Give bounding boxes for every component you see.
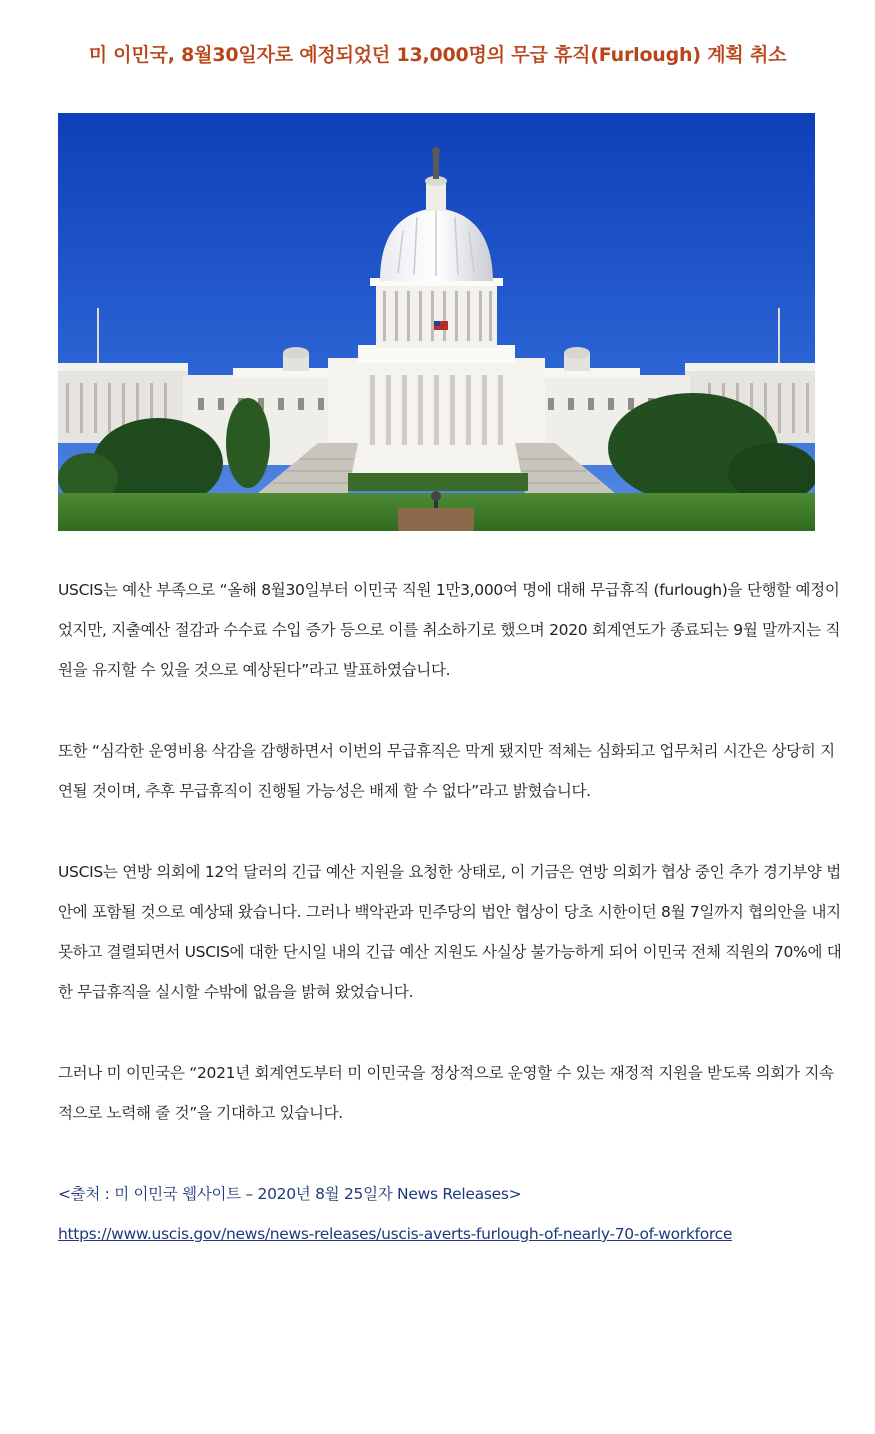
source-url-link[interactable]: https://www.uscis.gov/news/news-releases/uscis-averts-furlough-of-nearly-70-of-workforce	[58, 1225, 733, 1243]
paragraph-3: USCIS는 연방 의회에 12억 달러의 긴급 예산 지원을 요청한 상태로, 이 기금은 연방 의회가 협상 중인 추가 경기부양 법안에 포함될 것으로 예상돼 왔습니다. 그러나 백악관과 민주당의 법안 협상이 당초 시한이던 8월 7일까지 협의안을 내지 못하고 결렬되면서 USCIS에 대한 단시일 내의 긴급 예산 지원도 사실상 불가능하게 되어 이민국 전체 직원의 70%에 대한 무급휴직을 실시할 수밖에 없음을 밝혀 왔었습니다.	[58, 863, 842, 1001]
paragraph-2: 또한 “심각한 운영비용 삭감을 감행하면서 이번의 무급휴직은 막게 됐지만 적체는 심화되고 업무처리 시간은 상당히 지연될 것이며, 추후 무급휴직이 진행될 가능성은 배제 할 수 없다”라고 밝혔습니다.	[58, 742, 835, 800]
paragraph-1: USCIS는 예산 부족으로 “올해 8월30일부터 이민국 직원 1만3,000여 명에 대해 무급휴직 (furlough)을 단행할 예정이었지만, 지출예산 절감과 수수료 수입 증가 등으로 이를 취소하기로 했으며 2020 회계연도가 종료되는 9월 말까지는 직원을 유지할 수 있을 것으로 예상된다”라고 발표하였습니다.	[58, 581, 841, 679]
article-title: 미 이민국, 8월30일자로 예정되었던 13,000명의 무급 휴직(Furlough) 계획 취소	[88, 44, 787, 66]
paragraph-4: 그러나 미 이민국은 “2021년 회계연도부터 미 이민국을 정상적으로 운영할 수 있는 재정적 지원을 받도록 의회가 지속적으로 노력해 줄 것”을 기대하고 있습니다.	[58, 1064, 834, 1122]
source-citation: <출처 : 미 이민국 웹사이트 – 2020년 8월 25일자 News Releases>	[58, 1185, 522, 1203]
article-body	[58, 570, 843, 1254]
capitol-building-photo	[58, 113, 815, 531]
